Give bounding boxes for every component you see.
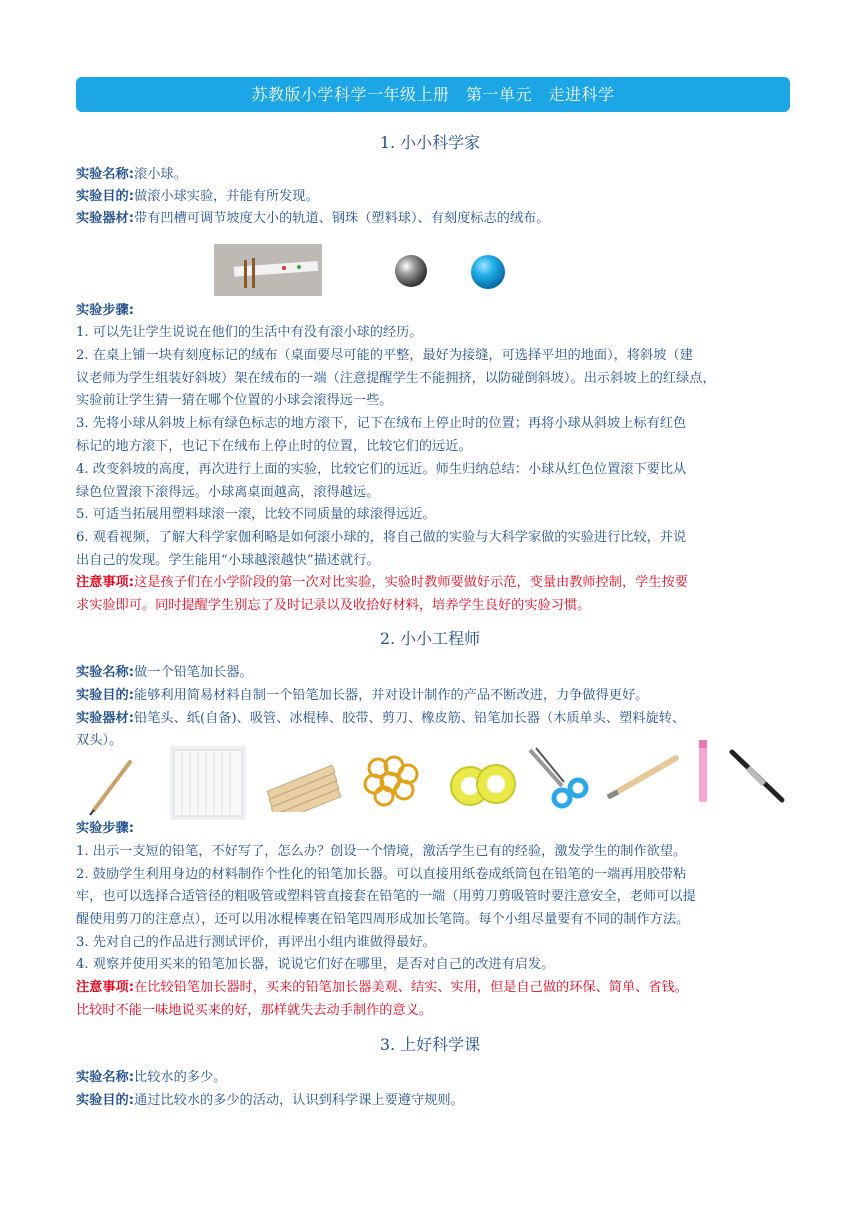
s1-step-line: 1. 可以先让学生说说在他们的生活中有没有滚小球的经历。	[76, 325, 423, 340]
track-ramp-photo	[214, 244, 322, 296]
label: 实验步骤:	[76, 821, 135, 836]
s1-step-line: 3. 先将小球从斜坡上标有绿色标志的地方滚下，记下在绒布上停止时的位置；再将小球从斜坡上标有红色	[76, 416, 687, 431]
wooden-extender-photo	[604, 752, 680, 806]
s1-step-line: 标记的地方滚下，也记下在绒布上停止时的位置，比较它们的远近。	[76, 439, 472, 454]
label: 实验步骤:	[76, 303, 135, 318]
steel-ball-photo	[394, 254, 428, 292]
s2-name-row	[76, 662, 792, 684]
s1-note-cont: 求实验即可。同时提醒学生别忘了及时记录以及收拾好材料，培养学生良好的实验习惯。	[76, 598, 591, 613]
s1-step-line: 4. 改变斜坡的高度，再次进行上面的实验，比较它们的远近。师生归纳总结：小球从红色位置滚下要比从	[76, 462, 687, 477]
s2-purpose-row	[76, 685, 792, 707]
s1-step-line: 绿色位置滚下滚得远。小球离桌面越高，滚得越远。	[76, 485, 380, 500]
value: 铅笔头、纸(自备)、吸管、冰棍棒、胶带、剪刀、橡皮筋、铅笔加长器（木质单头、塑料旋转、	[134, 711, 686, 726]
scissors-photo	[526, 746, 592, 816]
label: 实验目的:	[76, 1093, 135, 1108]
s2-step-line: 牢，也可以选择合适管径的粗吸管或塑料管直接套在铅笔的一端（用剪刀剪吸管时要注意安全，老师可以提	[76, 889, 696, 904]
plastic-extender-photo	[696, 738, 710, 808]
s1-purpose-row	[76, 186, 792, 208]
s2-steps-label	[76, 818, 792, 840]
s1-step-line: 议老师为学生组装好斜坡）架在绒布的一端（注意提醒学生不能拥挤，以防碰倒斜坡）。出示斜坡上的红绿点，	[76, 371, 716, 386]
s1-note	[76, 572, 792, 594]
s2-step-line: 3. 先对自己的作品进行测试评价，再评出小组内谁做得最好。	[76, 935, 436, 950]
s1-step-line: 6. 观看视频，了解大科学家伽利略是如何滚小球的，将自己做的实验与大科学家做的实验进行比较，并说	[76, 530, 687, 545]
value: 滚小球。	[134, 167, 187, 182]
label: 注意事项:	[76, 575, 135, 590]
value: 通过比较水的多少的活动，认识到科学课上要遵守规则。	[134, 1093, 464, 1108]
label: 实验器材:	[76, 211, 135, 226]
label: 注意事项:	[76, 980, 135, 995]
label: 实验器材:	[76, 711, 135, 726]
s2-note-cont: 比较时不能一味地说买来的好，那样就失去动手制作的意义。	[76, 1003, 433, 1018]
label: 实验名称:	[76, 665, 135, 680]
value: 做一个铅笔加长器。	[134, 665, 253, 680]
section-3-title: 3. 上好科学课	[379, 1035, 481, 1054]
s3-purpose-row	[76, 1090, 792, 1112]
s2-step-line: 4. 观察并使用买来的铅笔加长器，说说它们好在哪里，是否对自己的改进有启发。	[76, 957, 555, 972]
s1-steps-label	[76, 300, 792, 322]
s1-step-line: 实验前让学生猜一猜在哪个位置的小球会滚得远一些。	[76, 393, 393, 408]
label: 实验目的:	[76, 688, 135, 703]
s1-step-line: 出自己的发现。学生能用“小球越滚越快”描述就行。	[76, 553, 380, 568]
s1-step-line: 2. 在桌上铺一块有刻度标记的绒布（桌面要尽可能的平整，最好为接缝，可选择平坦的地面），将斜坡（建	[76, 348, 693, 363]
s3-name-row	[76, 1067, 792, 1089]
s2-step-line: 1. 出示一支短的铅笔，不好写了，怎么办？创设一个情境，激活学生已有的经验，激发学生的制作欲望。	[76, 844, 687, 859]
s1-equipment-row	[76, 208, 792, 230]
plastic-ball-photo	[470, 254, 506, 294]
tape-rolls-photo	[448, 760, 518, 814]
s1-name-row	[76, 164, 792, 186]
page-header-banner: 苏教版小学科学一年级上册 第一单元 走进科学	[76, 77, 790, 112]
s2-step-line: 醒使用剪刀的注意点），还可以用冰棍棒裹在铅笔四周形成加长笔筒。每个小组尽量要有不同的制作方法。	[76, 912, 690, 927]
section-2-title: 2. 小小工程师	[379, 629, 481, 648]
value: 这是孩子们在小学阶段的第一次对比实验，实验时教师要做好示范，变量由教师控制，学生按要	[134, 575, 688, 590]
rubber-bands-photo	[360, 752, 422, 812]
s2-note	[76, 977, 792, 999]
s2-step-line: 2. 鼓励学生利用身边的材料制作个性化的铅笔加长器。可以直接用纸卷成纸筒包在铅笔的一端再用胶带粘	[76, 867, 687, 882]
s2-equipment-cont: 双头）。	[76, 733, 123, 748]
value: 带有凹槽可调节坡度大小的轨道、钢珠（塑料球）、有刻度标志的绒布。	[134, 211, 550, 226]
straws-photo	[170, 746, 246, 820]
label: 实验目的:	[76, 189, 135, 204]
s1-step-line: 5. 可适当拓展用塑料球滚一滚，比较不同质量的球滚得远近。	[76, 507, 436, 522]
value: 能够利用简易材料自制一个铅笔加长器，并对设计制作的产品不断改进，力争做得更好。	[134, 688, 649, 703]
label: 实验名称:	[76, 167, 135, 182]
s2-equipment-row	[76, 708, 792, 730]
popsicle-sticks-photo	[266, 756, 342, 816]
double-extender-photo	[724, 746, 790, 810]
value: 比较水的多少。	[134, 1070, 227, 1085]
value: 在比较铅笔加长器时，买来的铅笔加长器美观、结实、实用，但是自己做的环保、简单、省钱。	[134, 980, 688, 995]
section-1-title: 1. 小小科学家	[379, 133, 481, 152]
pencil-stub-photo	[86, 760, 134, 820]
value: 做滚小球实验，并能有所发现。	[134, 189, 319, 204]
label: 实验名称:	[76, 1070, 135, 1085]
